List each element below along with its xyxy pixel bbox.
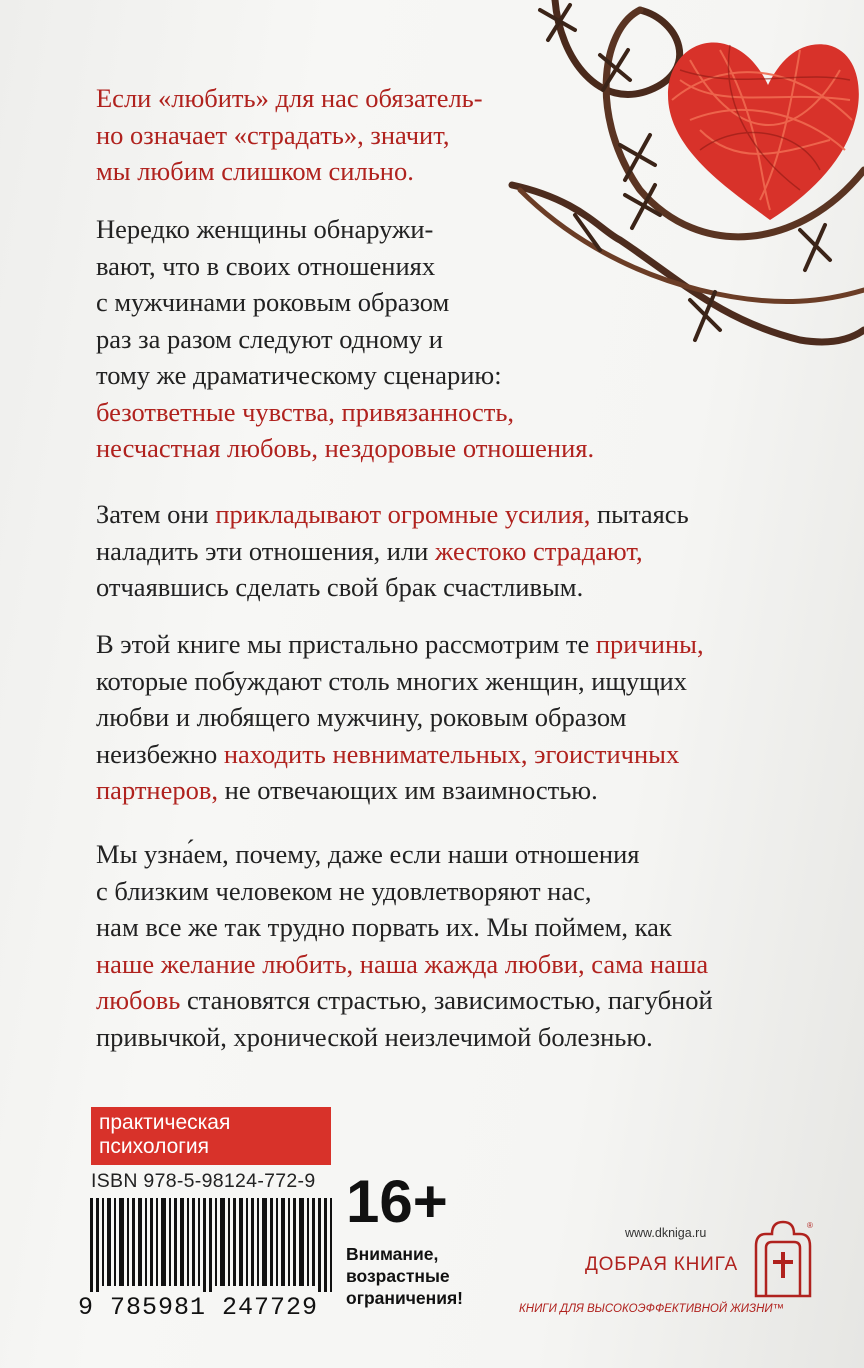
- paragraph-1: [96, 211, 816, 467]
- publisher-name: ДОБРАЯ КНИГА: [585, 1254, 738, 1275]
- text-line: Нередко женщины обнаружи-: [96, 214, 434, 244]
- text-line: нам все же так трудно порвать их. Мы поймем, как: [96, 912, 672, 942]
- paragraph-3: [96, 626, 816, 809]
- age-rating: 16+: [346, 1168, 448, 1235]
- age-warning: [346, 1243, 463, 1309]
- paragraph-4: [96, 836, 816, 1055]
- text-line: наше желание любить, наша жажда любви, сама наша: [96, 948, 709, 979]
- text-line: безответные чувства, привязанность,: [96, 396, 515, 427]
- isbn-text: ISBN 978-5-98124-772-9: [91, 1170, 316, 1192]
- text-line: тому же драматическому сценарию:: [96, 360, 502, 390]
- category-line: психология: [99, 1135, 210, 1158]
- publisher-website: www.dkniga.ru: [625, 1226, 707, 1240]
- publisher-slogan: КНИГИ ДЛЯ ВЫСОКОЭФФЕКТИВНОЙ ЖИЗНИ™: [519, 1303, 785, 1315]
- quote-line: но означает «страдать», значит,: [96, 119, 450, 150]
- age-warning-line: Внимание,: [346, 1244, 439, 1264]
- text-line: привычкой, хронической неизлечимой болезнью.: [96, 1021, 653, 1052]
- age-warning-line: ограничения!: [346, 1288, 463, 1308]
- quote-line: Если «любить» для нас обязатель-: [96, 83, 483, 113]
- text-line: В этой книге мы пристально рассмотрим те причины,: [96, 629, 704, 659]
- text-line: неизбежно находить невнимательных, эгоистичных: [96, 738, 680, 769]
- text-line: Затем они прикладывают огромные усилия, пытаясь: [96, 499, 689, 529]
- barcode-icon: [90, 1198, 334, 1292]
- text-line: раз за разом следуют одному и: [96, 323, 443, 354]
- text-line: с мужчинами роковым образом: [96, 287, 450, 317]
- text-line: вают, что в своих отношениях: [96, 250, 436, 281]
- publisher-logo-icon: [752, 1218, 814, 1300]
- paragraph-2: [96, 496, 816, 606]
- age-warning-line: возрастные: [346, 1266, 450, 1286]
- text-line: Мы узна́ем, почему, даже если наши отношения: [96, 839, 640, 869]
- svg-text:®: ®: [807, 1221, 813, 1230]
- category-label: [91, 1107, 331, 1165]
- text-line: отчаявшись сделать свой брак счастливым.: [96, 572, 584, 602]
- text-line: которые побуждают столь многих женщин, ищущих: [96, 665, 687, 696]
- text-line: партнеров, не отвечающих им взаимностью.: [96, 775, 598, 805]
- quote-line: мы любим слишком сильно.: [96, 156, 414, 186]
- text-line: с близким человеком не удовлетворяют нас,: [96, 875, 592, 906]
- text-line: любви и любящего мужчину, роковым образом: [96, 702, 627, 732]
- barcode-digits: 9 785981 247729: [78, 1293, 319, 1322]
- text-line: наладить эти отношения, или жестоко страдают,: [96, 535, 643, 566]
- text-line: несчастная любовь, нездоровые отношения.: [96, 433, 595, 463]
- text-line: любовь становятся страстью, зависимостью, пагубной: [96, 985, 713, 1015]
- quote-block: [96, 80, 816, 190]
- category-line: практическая: [99, 1111, 231, 1134]
